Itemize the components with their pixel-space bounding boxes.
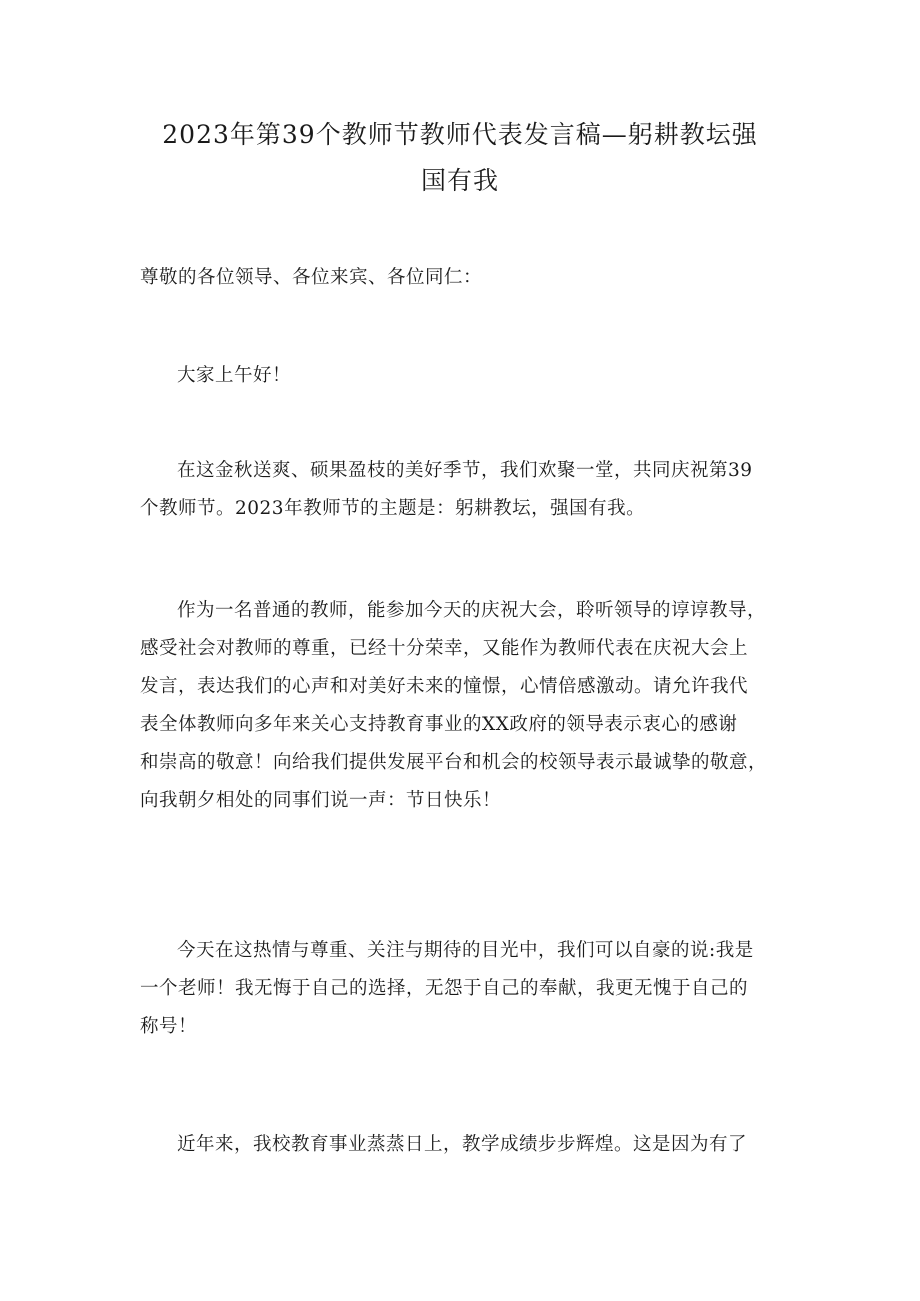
paragraph-pride xyxy=(140,932,790,1046)
paragraph-line: 作为一名普通的教师，能参加今天的庆祝大会，聆听领导的谆谆教导， xyxy=(177,600,767,621)
paragraph-line: 在这金秋送爽、硕果盈枝的美好季节，我们欢聚一堂，共同庆祝第39 xyxy=(177,460,753,481)
paragraph-gratitude xyxy=(140,592,790,820)
paragraph-greeting xyxy=(140,357,790,395)
paragraph-line: 大家上午好！ xyxy=(177,365,292,386)
document-title xyxy=(130,112,790,204)
paragraph-line: 和崇高的敬意！向给我们提供发展平台和机会的校领导表示最诚挚的敬意， xyxy=(140,752,768,773)
paragraph-line: 向我朝夕相处的同事们说一声：节日快乐！ xyxy=(140,790,502,811)
paragraph-celebration xyxy=(140,452,790,528)
paragraph-achievements xyxy=(140,1126,790,1164)
paragraph-line: 今天在这热情与尊重、关注与期待的目光中，我们可以自豪的说:我是 xyxy=(177,940,754,961)
paragraph-line: 表全体教师向多年来关心支持教育事业的XX政府的领导表示衷心的感谢 xyxy=(140,714,738,735)
title-line-2: 国有我 xyxy=(420,166,499,195)
paragraph-line: 称号！ xyxy=(140,1016,198,1037)
title-line-1: 2023年第39个教师节教师代表发言稿—躬耕教坛强 xyxy=(162,120,758,149)
paragraph-line: 一个老师！我无悔于自己的选择，无怨于自己的奉献，我更无愧于自己的 xyxy=(140,978,749,999)
paragraph-line: 感受社会对教师的尊重，已经十分荣幸，又能作为教师代表在庆祝大会上 xyxy=(140,638,749,659)
paragraph-line: 近年来，我校教育事业蒸蒸日上，教学成绩步步辉煌。这是因为有了 xyxy=(177,1134,748,1155)
paragraph-line: 个教师节。2023年教师节的主题是：躬耕教坛，强国有我。 xyxy=(140,498,646,519)
paragraph-line: 发言，表达我们的心声和对美好未来的憧憬，心情倍感激动。请允许我代 xyxy=(140,676,749,697)
salutation: 尊敬的各位领导、各位来宾、各位同仁： xyxy=(140,267,483,288)
